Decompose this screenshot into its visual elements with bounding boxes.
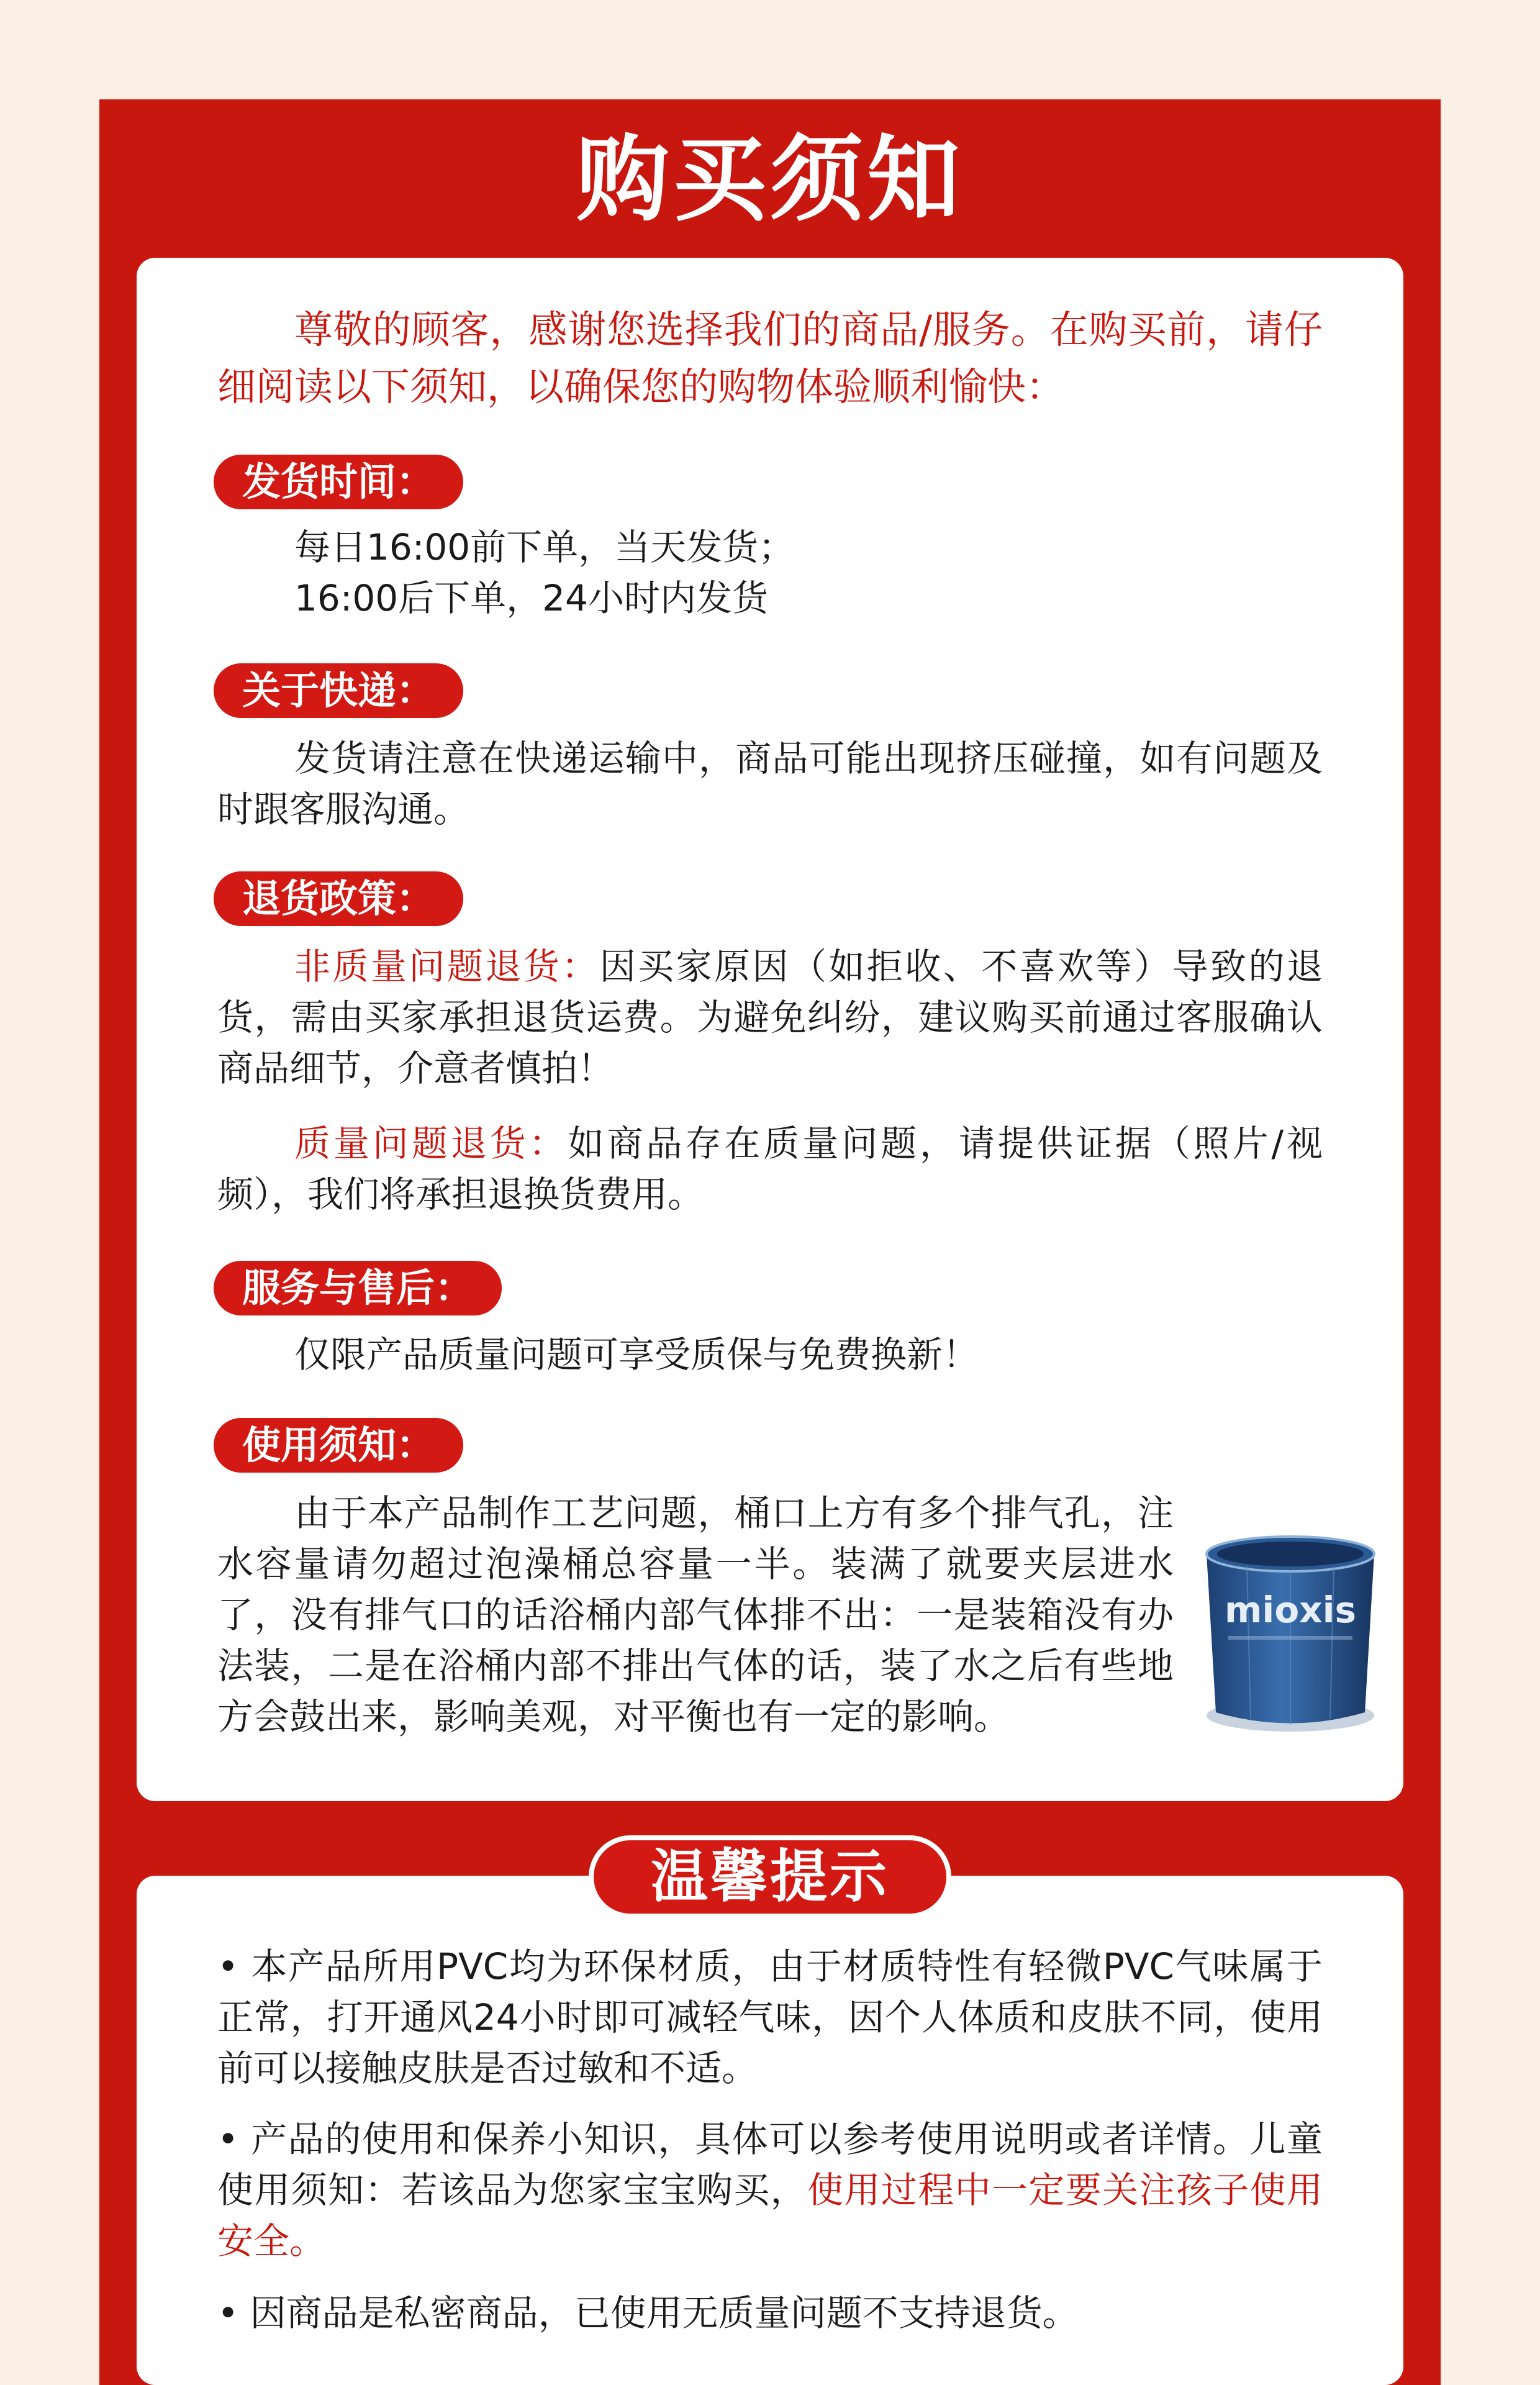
tips-banner: 温馨提示 <box>589 1835 951 1919</box>
service-text: 仅限产品质量问题可享受质保与免费换新！ <box>294 1333 979 1376</box>
shipping-label: 发货时间： <box>214 455 463 509</box>
bath-tub-image <box>1191 1529 1390 1734</box>
quality-return-paragraph <box>217 1118 1323 1220</box>
courier-label: 关于快递： <box>214 663 463 718</box>
shipping-line-2: 16:00后下单，24小时内发货 <box>294 577 768 619</box>
tip-3: • 因商品是私密商品，已使用无质量问题不支持退货。 <box>217 2292 1079 2334</box>
tip-2-text: • 产品的使用和保养小知识，具体可以参考使用说明或者详情。儿童使用须知：若该品为您家宝宝购买， <box>217 2118 1323 2211</box>
returns-label: 退货政策： <box>214 871 463 926</box>
page-title: 购买须知 <box>576 126 964 234</box>
courier-text: 发货请注意在快递运输中，商品可能出现挤压碰撞，如有问题及时跟客服沟通。 <box>217 737 1323 830</box>
shipping-line-1: 每日16:00前下单，当天发货； <box>294 526 795 568</box>
usage-label: 使用须知： <box>214 1418 463 1473</box>
nonquality-return-paragraph <box>217 941 1323 1094</box>
service-label: 服务与售后： <box>214 1261 502 1315</box>
nonquality-return-text: 因买家原因（如拒收、不喜欢等）导致的退货，需由买家承担退货运费。为避免纠纷，建议购买前通过客服确认商品细节，介意者慎拍！ <box>217 945 1323 1089</box>
quality-return-text: 如商品存在质量问题，请提供证据（照片/视频），我们将承担退换货费用。 <box>217 1122 1323 1215</box>
usage-text: 由于本产品制作工艺问题，桶口上方有多个排气孔，注水容量请勿超过泡澡桶总容量一半。装满了就要夹层进水了，没有排气口的话浴桶内部气体排不出：一是装箱没有办法装，二是在浴桶内部不排出气体的话，装了水之后有些地方会鼓出来，影响美观，对平衡也有一定的影响。 <box>217 1492 1174 1738</box>
intro-text: 尊敬的顾客，感谢您选择我们的商品/服务。在购买前，请仔细阅读以下须知，以确保您的购物体验顺利愉快： <box>217 307 1323 409</box>
tip-2-highlight: 使用过程中一定要关注孩子使用安全。 <box>217 2169 1323 2262</box>
nonquality-return-label: 非质量问题退货： <box>294 945 600 988</box>
tip-2 <box>217 2114 1323 2266</box>
quality-return-label: 质量问题退货： <box>294 1122 568 1165</box>
brand-logo: mioxis <box>1225 1589 1356 1631</box>
tip-1: • 本产品所用PVC均为环保材质，由于材质特性有轻微PVC气味属于正常，打开通风24小时即可减轻气味，因个人体质和皮肤不同，使用前可以接触皮肤是否过敏和不适。 <box>217 1945 1323 2089</box>
